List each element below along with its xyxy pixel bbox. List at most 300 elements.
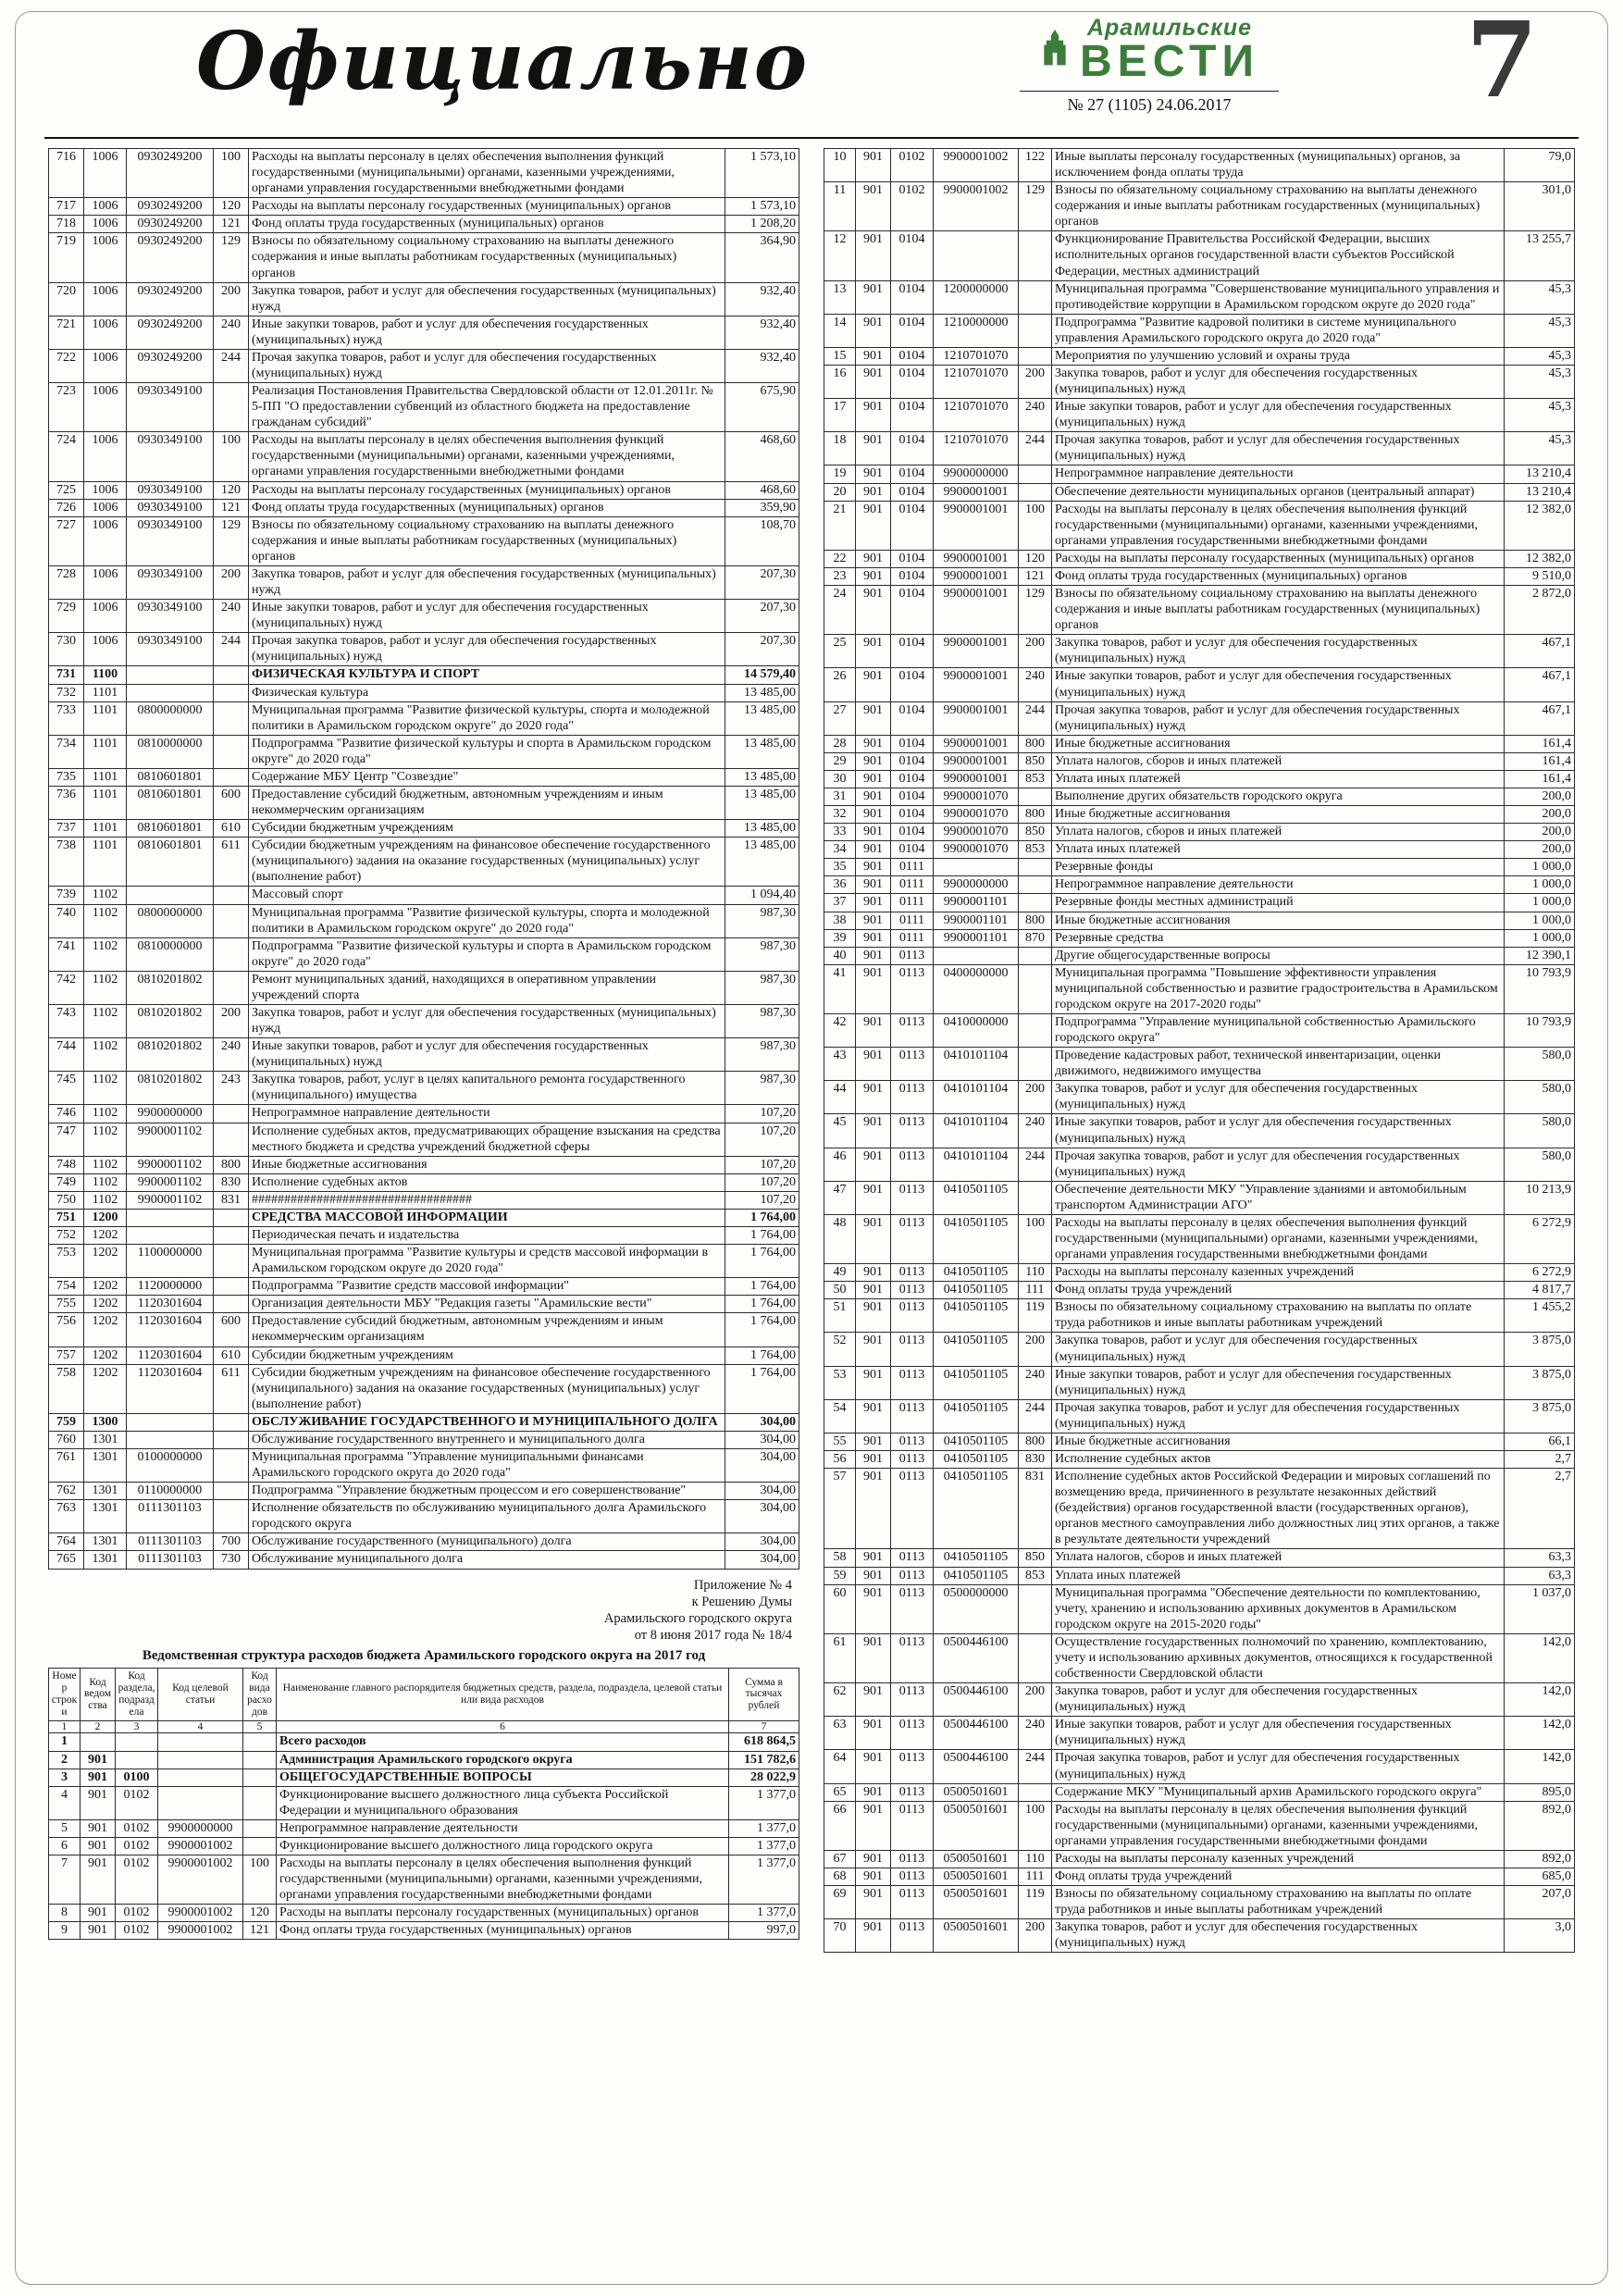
table-cell: 728 xyxy=(49,565,84,599)
table-cell: Резервные фонды местных администраций xyxy=(1052,894,1505,912)
table-cell: 467,1 xyxy=(1505,668,1575,701)
table-cell: 723 xyxy=(49,383,84,432)
table-cell: Функционирование Правительства Российской Федерации, высших исполнительных органов государственной власти субъектов Российской Федерации, местных администраций xyxy=(1052,231,1505,280)
table-cell: 611 xyxy=(214,1364,249,1413)
table-cell: 901 xyxy=(856,1333,891,1366)
table-row xyxy=(824,1048,1575,1081)
table-cell: 0410501105 xyxy=(934,1299,1019,1333)
table-row xyxy=(824,1717,1575,1750)
table-cell: 901 xyxy=(856,182,891,231)
table-cell: 1101 xyxy=(84,735,127,768)
issue-number: № 27 (1105) 24.06.2017 xyxy=(1020,91,1279,115)
table-cell xyxy=(934,859,1019,876)
table-row xyxy=(824,668,1575,701)
table-cell: 0104 xyxy=(891,668,934,701)
table-cell: 853 xyxy=(1019,770,1052,788)
table-cell xyxy=(127,1413,214,1431)
table-cell: 10 213,9 xyxy=(1505,1181,1575,1214)
table-cell: 0113 xyxy=(891,1850,934,1868)
table-row xyxy=(49,1227,799,1245)
table-cell: 901 xyxy=(856,668,891,701)
table-cell: 244 xyxy=(214,633,249,666)
table-cell: 3 875,0 xyxy=(1505,1333,1575,1366)
table-cell: 467,1 xyxy=(1505,635,1575,668)
table-cell: 1 764,00 xyxy=(725,1278,799,1296)
table-cell: 45,3 xyxy=(1505,432,1575,465)
table-cell xyxy=(214,1278,249,1296)
table-cell: 901 xyxy=(856,550,891,567)
table-cell: 755 xyxy=(49,1296,84,1313)
table-cell: Фонд оплаты труда государственных (муниципальных) органов xyxy=(277,1922,729,1940)
table-cell: Уплата налогов, сборов и иных платежей xyxy=(1052,752,1505,770)
table-cell: 9900001002 xyxy=(158,1855,243,1904)
table-cell: 1101 xyxy=(84,786,127,819)
table-cell: 0113 xyxy=(891,1567,934,1584)
table-cell: 0113 xyxy=(891,1683,934,1717)
table-cell: 756 xyxy=(49,1313,84,1347)
table-cell: 13 210,4 xyxy=(1505,483,1575,501)
table-cell: Подпрограмма "Управление бюджетным процессом и его совершенствование" xyxy=(249,1483,725,1500)
table-cell: 28 xyxy=(824,735,856,752)
table-cell: 120 xyxy=(214,481,249,499)
table-cell: 0113 xyxy=(891,1048,934,1081)
table-cell: 0410501105 xyxy=(934,1282,1019,1299)
table-cell: 9900001002 xyxy=(934,149,1019,182)
table-cell: 901 xyxy=(81,1837,116,1855)
table-cell xyxy=(214,1431,249,1448)
table-row xyxy=(49,701,799,735)
table-cell: 364,90 xyxy=(725,233,799,282)
table-cell: Реализация Постановления Правительства Свердловской области от 12.01.2011г. № 5-ПП "О предоставлении субвенций из областного бюджета на предоставление гражданам субсидий" xyxy=(249,383,725,432)
table-cell: 0111301103 xyxy=(127,1551,214,1569)
table-cell: 870 xyxy=(1019,929,1052,947)
table-cell: 0930249200 xyxy=(127,149,214,198)
table-cell: 0104 xyxy=(891,701,934,735)
table-cell: 610 xyxy=(214,1347,249,1364)
table-cell: 0930349100 xyxy=(127,499,214,516)
table-cell: 9900001001 xyxy=(934,668,1019,701)
table-cell: Обслуживание государственного (муниципального) долга xyxy=(249,1533,725,1551)
table-cell: 9900001102 xyxy=(127,1123,214,1156)
table-cell: 119 xyxy=(1019,1886,1052,1919)
table-cell: 0930249200 xyxy=(127,198,214,216)
table-cell: 64 xyxy=(824,1750,856,1783)
table-cell: 0104 xyxy=(891,567,934,585)
table-row xyxy=(49,282,799,316)
table-cell: 753 xyxy=(49,1245,84,1278)
table-row xyxy=(49,1786,799,1819)
table-row xyxy=(824,1282,1575,1299)
table-cell xyxy=(243,1733,277,1751)
table-cell xyxy=(1019,347,1052,365)
table-cell: Закупка товаров, работ и услуг для обеспечения государственных (муниципальных) нужд xyxy=(1052,1081,1505,1114)
table-cell: 37 xyxy=(824,894,856,912)
table-row xyxy=(824,182,1575,231)
table-cell: 901 xyxy=(856,280,891,314)
table-cell xyxy=(1019,859,1052,876)
table-row xyxy=(824,1451,1575,1469)
table-cell: Иные бюджетные ассигнования xyxy=(1052,806,1505,824)
table-cell xyxy=(243,1819,277,1837)
table-cell: 0104 xyxy=(891,399,934,432)
table-cell: 12 382,0 xyxy=(1505,550,1575,567)
table-cell: 108,70 xyxy=(725,516,799,565)
table-cell: 10 793,9 xyxy=(1505,964,1575,1013)
table-cell: 6 272,9 xyxy=(1505,1264,1575,1282)
table-cell: 12 390,1 xyxy=(1505,947,1575,964)
table-cell: 55 xyxy=(824,1433,856,1450)
table-cell: 800 xyxy=(1019,1433,1052,1450)
table-cell: 1210701070 xyxy=(934,399,1019,432)
table-cell: 107,20 xyxy=(725,1191,799,1209)
table-cell: 1006 xyxy=(84,481,127,499)
table-cell xyxy=(1019,1783,1052,1801)
table-cell: 13 485,00 xyxy=(725,838,799,887)
table-cell xyxy=(1019,280,1052,314)
table-row xyxy=(49,198,799,216)
table-cell: 610 xyxy=(214,820,249,838)
table-row xyxy=(824,314,1575,347)
table-cell: 987,30 xyxy=(725,1038,799,1072)
table-row xyxy=(824,1750,1575,1783)
table-cell: Расходы на выплаты персоналу в целях обеспечения выполнения функций государственными (муниципальными) органами, казенными учреждениями, органами управления государственными внебюджетными фондами xyxy=(277,1855,729,1904)
table-row xyxy=(49,516,799,565)
table-cell: Прочая закупка товаров, работ и услуг для обеспечения государственных (муниципальных) нужд xyxy=(1052,1148,1505,1181)
table-cell: 987,30 xyxy=(725,1072,799,1105)
table-row xyxy=(824,1633,1575,1682)
table-cell: 240 xyxy=(214,1038,249,1072)
table-row xyxy=(49,838,799,887)
table-cell: 0104 xyxy=(891,432,934,465)
table-cell: Уплата налогов, сборов и иных платежей xyxy=(1052,824,1505,841)
table-cell: 6 272,9 xyxy=(1505,1214,1575,1263)
table-cell: 0111 xyxy=(891,929,934,947)
table-cell: 2 xyxy=(49,1751,81,1769)
table-cell: 1 000,0 xyxy=(1505,894,1575,912)
table-cell: 0410101104 xyxy=(934,1148,1019,1181)
table-cell: 359,90 xyxy=(725,499,799,516)
table-cell: 0102 xyxy=(116,1819,158,1837)
table-row xyxy=(49,432,799,481)
table-cell: 0500446100 xyxy=(934,1633,1019,1682)
table-cell: 732 xyxy=(49,684,84,701)
table-cell: 0104 xyxy=(891,366,934,399)
table-cell: 1 000,0 xyxy=(1505,912,1575,929)
table-cell: 0930349100 xyxy=(127,565,214,599)
table-cell: 901 xyxy=(856,314,891,347)
table-cell: 3 875,0 xyxy=(1505,1366,1575,1399)
table-cell: Резервные фонды xyxy=(1052,859,1505,876)
table-cell: 0930249200 xyxy=(127,316,214,349)
table-cell: 800 xyxy=(1019,806,1052,824)
table-cell xyxy=(1019,947,1052,964)
table-cell: Администрация Арамильского городского округа xyxy=(277,1751,729,1769)
table-row xyxy=(49,316,799,349)
table-cell: 1 573,10 xyxy=(725,149,799,198)
table-cell: 750 xyxy=(49,1191,84,1209)
table-cell: 43 xyxy=(824,1048,856,1081)
table-cell: 0410501105 xyxy=(934,1366,1019,1399)
table-cell: 0410000000 xyxy=(934,1013,1019,1047)
table-cell: 901 xyxy=(856,635,891,668)
table-cell: 240 xyxy=(1019,1114,1052,1148)
table-cell xyxy=(1019,1584,1052,1633)
table-cell: 50 xyxy=(824,1282,856,1299)
table-row xyxy=(49,1449,799,1483)
table-cell: 120 xyxy=(1019,550,1052,567)
table-cell: 901 xyxy=(856,1451,891,1469)
table-cell xyxy=(934,947,1019,964)
table-cell: 13 485,00 xyxy=(725,820,799,838)
table-row xyxy=(49,149,799,198)
table-cell: 741 xyxy=(49,937,84,971)
table-row xyxy=(49,1533,799,1551)
table-cell: 800 xyxy=(1019,735,1052,752)
table-cell: 763 xyxy=(49,1500,84,1533)
table-row xyxy=(824,1549,1575,1567)
table-cell: Выполнение других обязательств городского округа xyxy=(1052,788,1505,805)
table-cell: 0810601801 xyxy=(127,820,214,838)
table-cell: 9900001001 xyxy=(934,752,1019,770)
table-cell: 1120301604 xyxy=(127,1364,214,1413)
table-cell: 0104 xyxy=(891,347,934,365)
table-cell: 1006 xyxy=(84,198,127,216)
table-cell: 14 xyxy=(824,314,856,347)
table-cell: 1102 xyxy=(84,1191,127,1209)
table-cell: 901 xyxy=(856,1181,891,1214)
table-cell: 34 xyxy=(824,841,856,859)
table-cell: 9900001070 xyxy=(934,841,1019,859)
table-cell: 1120000000 xyxy=(127,1278,214,1296)
table-cell: Ремонт муниципальных зданий, находящихся в оперативном управлении учреждений спорта xyxy=(249,971,725,1004)
table-cell: 0810201802 xyxy=(127,1038,214,1072)
table-cell xyxy=(127,684,214,701)
header-number-cell: 1 xyxy=(49,1720,81,1733)
table-cell: Иные закупки товаров, работ и услуг для обеспечения государственных (муниципальных) нужд xyxy=(1052,1114,1505,1148)
table-cell: 1202 xyxy=(84,1296,127,1313)
table-cell: 2,7 xyxy=(1505,1469,1575,1549)
table-cell: 0102 xyxy=(891,149,934,182)
table-cell: 0410101104 xyxy=(934,1081,1019,1114)
table-cell: Расходы на выплаты персоналу в целях обеспечения выполнения функций государственными (муниципальными) органами, казенными учреждениями, органами управления государственными внебюджетными фондами xyxy=(1052,501,1505,550)
table-row xyxy=(49,684,799,701)
table-cell: 901 xyxy=(856,806,891,824)
table-cell: 9900001102 xyxy=(127,1156,214,1173)
table-cell: 51 xyxy=(824,1299,856,1333)
table-cell: 611 xyxy=(214,838,249,887)
section-title: Официально xyxy=(196,15,810,108)
table-cell: 0104 xyxy=(891,735,934,752)
table-cell: Муниципальная программа "Управление муниципальными финансами Арамильского городского округа до 2020 года" xyxy=(249,1449,725,1483)
table-cell: 600 xyxy=(214,1313,249,1347)
table-cell: 207,0 xyxy=(1505,1886,1575,1919)
newspaper-logo-icon xyxy=(1039,30,1071,71)
table-cell: 6 xyxy=(49,1837,81,1855)
table-cell: 850 xyxy=(1019,752,1052,770)
table-cell: 0500446100 xyxy=(934,1750,1019,1783)
table-cell xyxy=(214,1123,249,1156)
table-cell: Всего расходов xyxy=(277,1733,729,1751)
table-cell: 0410501105 xyxy=(934,1264,1019,1282)
table-cell: 0113 xyxy=(891,1214,934,1263)
table-row xyxy=(824,929,1575,947)
table-cell: 734 xyxy=(49,735,84,768)
table-cell xyxy=(1019,231,1052,280)
table-cell: 901 xyxy=(856,947,891,964)
table-cell: 244 xyxy=(1019,1148,1052,1181)
table-cell: 1210701070 xyxy=(934,432,1019,465)
table-cell: 19 xyxy=(824,465,856,483)
table-cell: ОБСЛУЖИВАНИЕ ГОСУДАРСТВЕННОГО И МУНИЦИПАЛЬНОГО ДОЛГА xyxy=(249,1413,725,1431)
table-cell: 1 377,0 xyxy=(729,1905,799,1922)
table-cell xyxy=(214,971,249,1004)
table-cell: 21 xyxy=(824,501,856,550)
table-cell: 0410501105 xyxy=(934,1181,1019,1214)
table-cell: 742 xyxy=(49,971,84,1004)
table-cell xyxy=(1019,894,1052,912)
table-cell: 0410501105 xyxy=(934,1399,1019,1433)
table-cell: 68 xyxy=(824,1868,856,1885)
table-cell: 0930249200 xyxy=(127,349,214,382)
table-cell: 28 022,9 xyxy=(729,1769,799,1786)
table-row xyxy=(49,481,799,499)
table-row xyxy=(824,483,1575,501)
table-cell: 31 xyxy=(824,788,856,805)
table-row xyxy=(824,1148,1575,1181)
table-cell xyxy=(127,1227,214,1245)
table-row xyxy=(49,1038,799,1072)
table-cell: 468,60 xyxy=(725,481,799,499)
table-cell: 9900001102 xyxy=(127,1173,214,1191)
table-cell: 244 xyxy=(214,349,249,382)
table-cell: Иные выплаты персоналу государственных (муниципальных) органов, за исключением фонда оплаты труда xyxy=(1052,149,1505,182)
table-cell: 932,40 xyxy=(725,349,799,382)
table-cell: 63 xyxy=(824,1717,856,1750)
table-cell: 1006 xyxy=(84,565,127,599)
table-cell: Взносы по обязательному социальному страхованию на выплаты денежного содержания и иные выплаты работникам государственных (муниципальных) органов xyxy=(1052,182,1505,231)
table-cell: 1 000,0 xyxy=(1505,876,1575,894)
table-row xyxy=(824,1333,1575,1366)
table-cell: 240 xyxy=(1019,1717,1052,1750)
table-cell: 9900000000 xyxy=(934,465,1019,483)
table-cell: 0104 xyxy=(891,501,934,550)
table-row xyxy=(49,1733,799,1751)
table-cell: 0810201802 xyxy=(127,1072,214,1105)
newspaper-brand xyxy=(1020,17,1279,115)
table-cell: 0104 xyxy=(891,806,934,824)
table-row xyxy=(49,1278,799,1296)
table-cell: Содержание МБУ Центр "Созвездие" xyxy=(249,768,725,786)
table-row xyxy=(824,1214,1575,1263)
table-row xyxy=(824,347,1575,365)
table-row xyxy=(49,1347,799,1364)
table-cell: 901 xyxy=(856,912,891,929)
table-row xyxy=(824,1181,1575,1214)
header-target-code: Код целевой статьи xyxy=(158,1669,243,1721)
table-cell: 200,0 xyxy=(1505,806,1575,824)
table-cell: Иные бюджетные ассигнования xyxy=(1052,735,1505,752)
table-cell: Непрограммное направление деятельности xyxy=(249,1105,725,1123)
right-column xyxy=(824,148,1575,1953)
table-cell: 739 xyxy=(49,887,84,904)
table-cell: 901 xyxy=(856,567,891,585)
table-cell: 25 xyxy=(824,635,856,668)
table-cell: 129 xyxy=(214,233,249,282)
table-cell: 200 xyxy=(214,1004,249,1037)
appendix-note-line: Приложение № 4 xyxy=(693,1577,792,1593)
table-cell: 1 764,00 xyxy=(725,1313,799,1347)
table-row xyxy=(49,937,799,971)
departmental-structure-table-continued xyxy=(824,148,1575,1953)
table-cell: Иные закупки товаров, работ и услуг для обеспечения государственных (муниципальных) нужд xyxy=(249,1038,725,1072)
table-cell: 9900000000 xyxy=(158,1819,243,1837)
table-cell: 27 xyxy=(824,701,856,735)
table-cell: 0500501601 xyxy=(934,1868,1019,1885)
table-cell: 12 382,0 xyxy=(1505,501,1575,550)
table-cell: 0100 xyxy=(116,1769,158,1786)
appendix-note-line: Арамильского городского округа xyxy=(603,1610,792,1626)
table-cell: 100 xyxy=(214,149,249,198)
table-cell xyxy=(214,768,249,786)
table-cell: 304,00 xyxy=(725,1533,799,1551)
table-row xyxy=(49,887,799,904)
table-cell: 901 xyxy=(856,1399,891,1433)
table-cell: 0100000000 xyxy=(127,1449,214,1483)
table-cell: 62 xyxy=(824,1683,856,1717)
table-cell: 0104 xyxy=(891,824,934,841)
masthead-rule xyxy=(44,137,1579,139)
table-cell: 0500501601 xyxy=(934,1886,1019,1919)
table-row xyxy=(824,770,1575,788)
table-row xyxy=(49,820,799,838)
table-cell: 0104 xyxy=(891,788,934,805)
table-cell: 44 xyxy=(824,1081,856,1114)
table-cell: Закупка товаров, работ и услуг для обеспечения государственных (муниципальных) нужд xyxy=(1052,1683,1505,1717)
table-cell: 0500501601 xyxy=(934,1801,1019,1850)
table-cell: 0113 xyxy=(891,1181,934,1214)
table-cell: Расходы на выплаты персоналу в целях обеспечения выполнения функций государственными (муниципальными) органами, казенными учреждениями, органами управления государственными внебюджетными фондами xyxy=(249,149,725,198)
table-cell: 0410501105 xyxy=(934,1549,1019,1567)
table-cell: 100 xyxy=(1019,1801,1052,1850)
table-cell: Организация деятельности МБУ "Редакция газеты "Арамильские вести" xyxy=(249,1296,725,1313)
table-row xyxy=(49,1296,799,1313)
table-cell: 987,30 xyxy=(725,904,799,937)
appendix-note xyxy=(48,1577,792,1644)
table-cell: 47 xyxy=(824,1181,856,1214)
table-cell: 901 xyxy=(81,1819,116,1837)
table-cell: 0400000000 xyxy=(934,964,1019,1013)
table-cell: 932,40 xyxy=(725,316,799,349)
table-cell: 107,20 xyxy=(725,1156,799,1173)
table-cell: 45,3 xyxy=(1505,366,1575,399)
table-cell: Уплата налогов, сборов и иных платежей xyxy=(1052,1549,1505,1567)
table-row xyxy=(824,701,1575,735)
table-cell: 244 xyxy=(1019,432,1052,465)
table-cell xyxy=(1019,876,1052,894)
table-cell: 1006 xyxy=(84,282,127,316)
table-cell: 240 xyxy=(1019,1366,1052,1399)
table-cell: 901 xyxy=(856,366,891,399)
table-cell: 4 817,7 xyxy=(1505,1282,1575,1299)
table-cell: 0104 xyxy=(891,231,934,280)
table-cell: 243 xyxy=(214,1072,249,1105)
table-cell: 200 xyxy=(1019,635,1052,668)
table-cell: Непрограммное направление деятельности xyxy=(1052,876,1505,894)
table-cell: 0113 xyxy=(891,1399,934,1433)
table-cell: 9900001002 xyxy=(158,1837,243,1855)
table-cell: 1102 xyxy=(84,1072,127,1105)
table-cell: 831 xyxy=(214,1191,249,1209)
